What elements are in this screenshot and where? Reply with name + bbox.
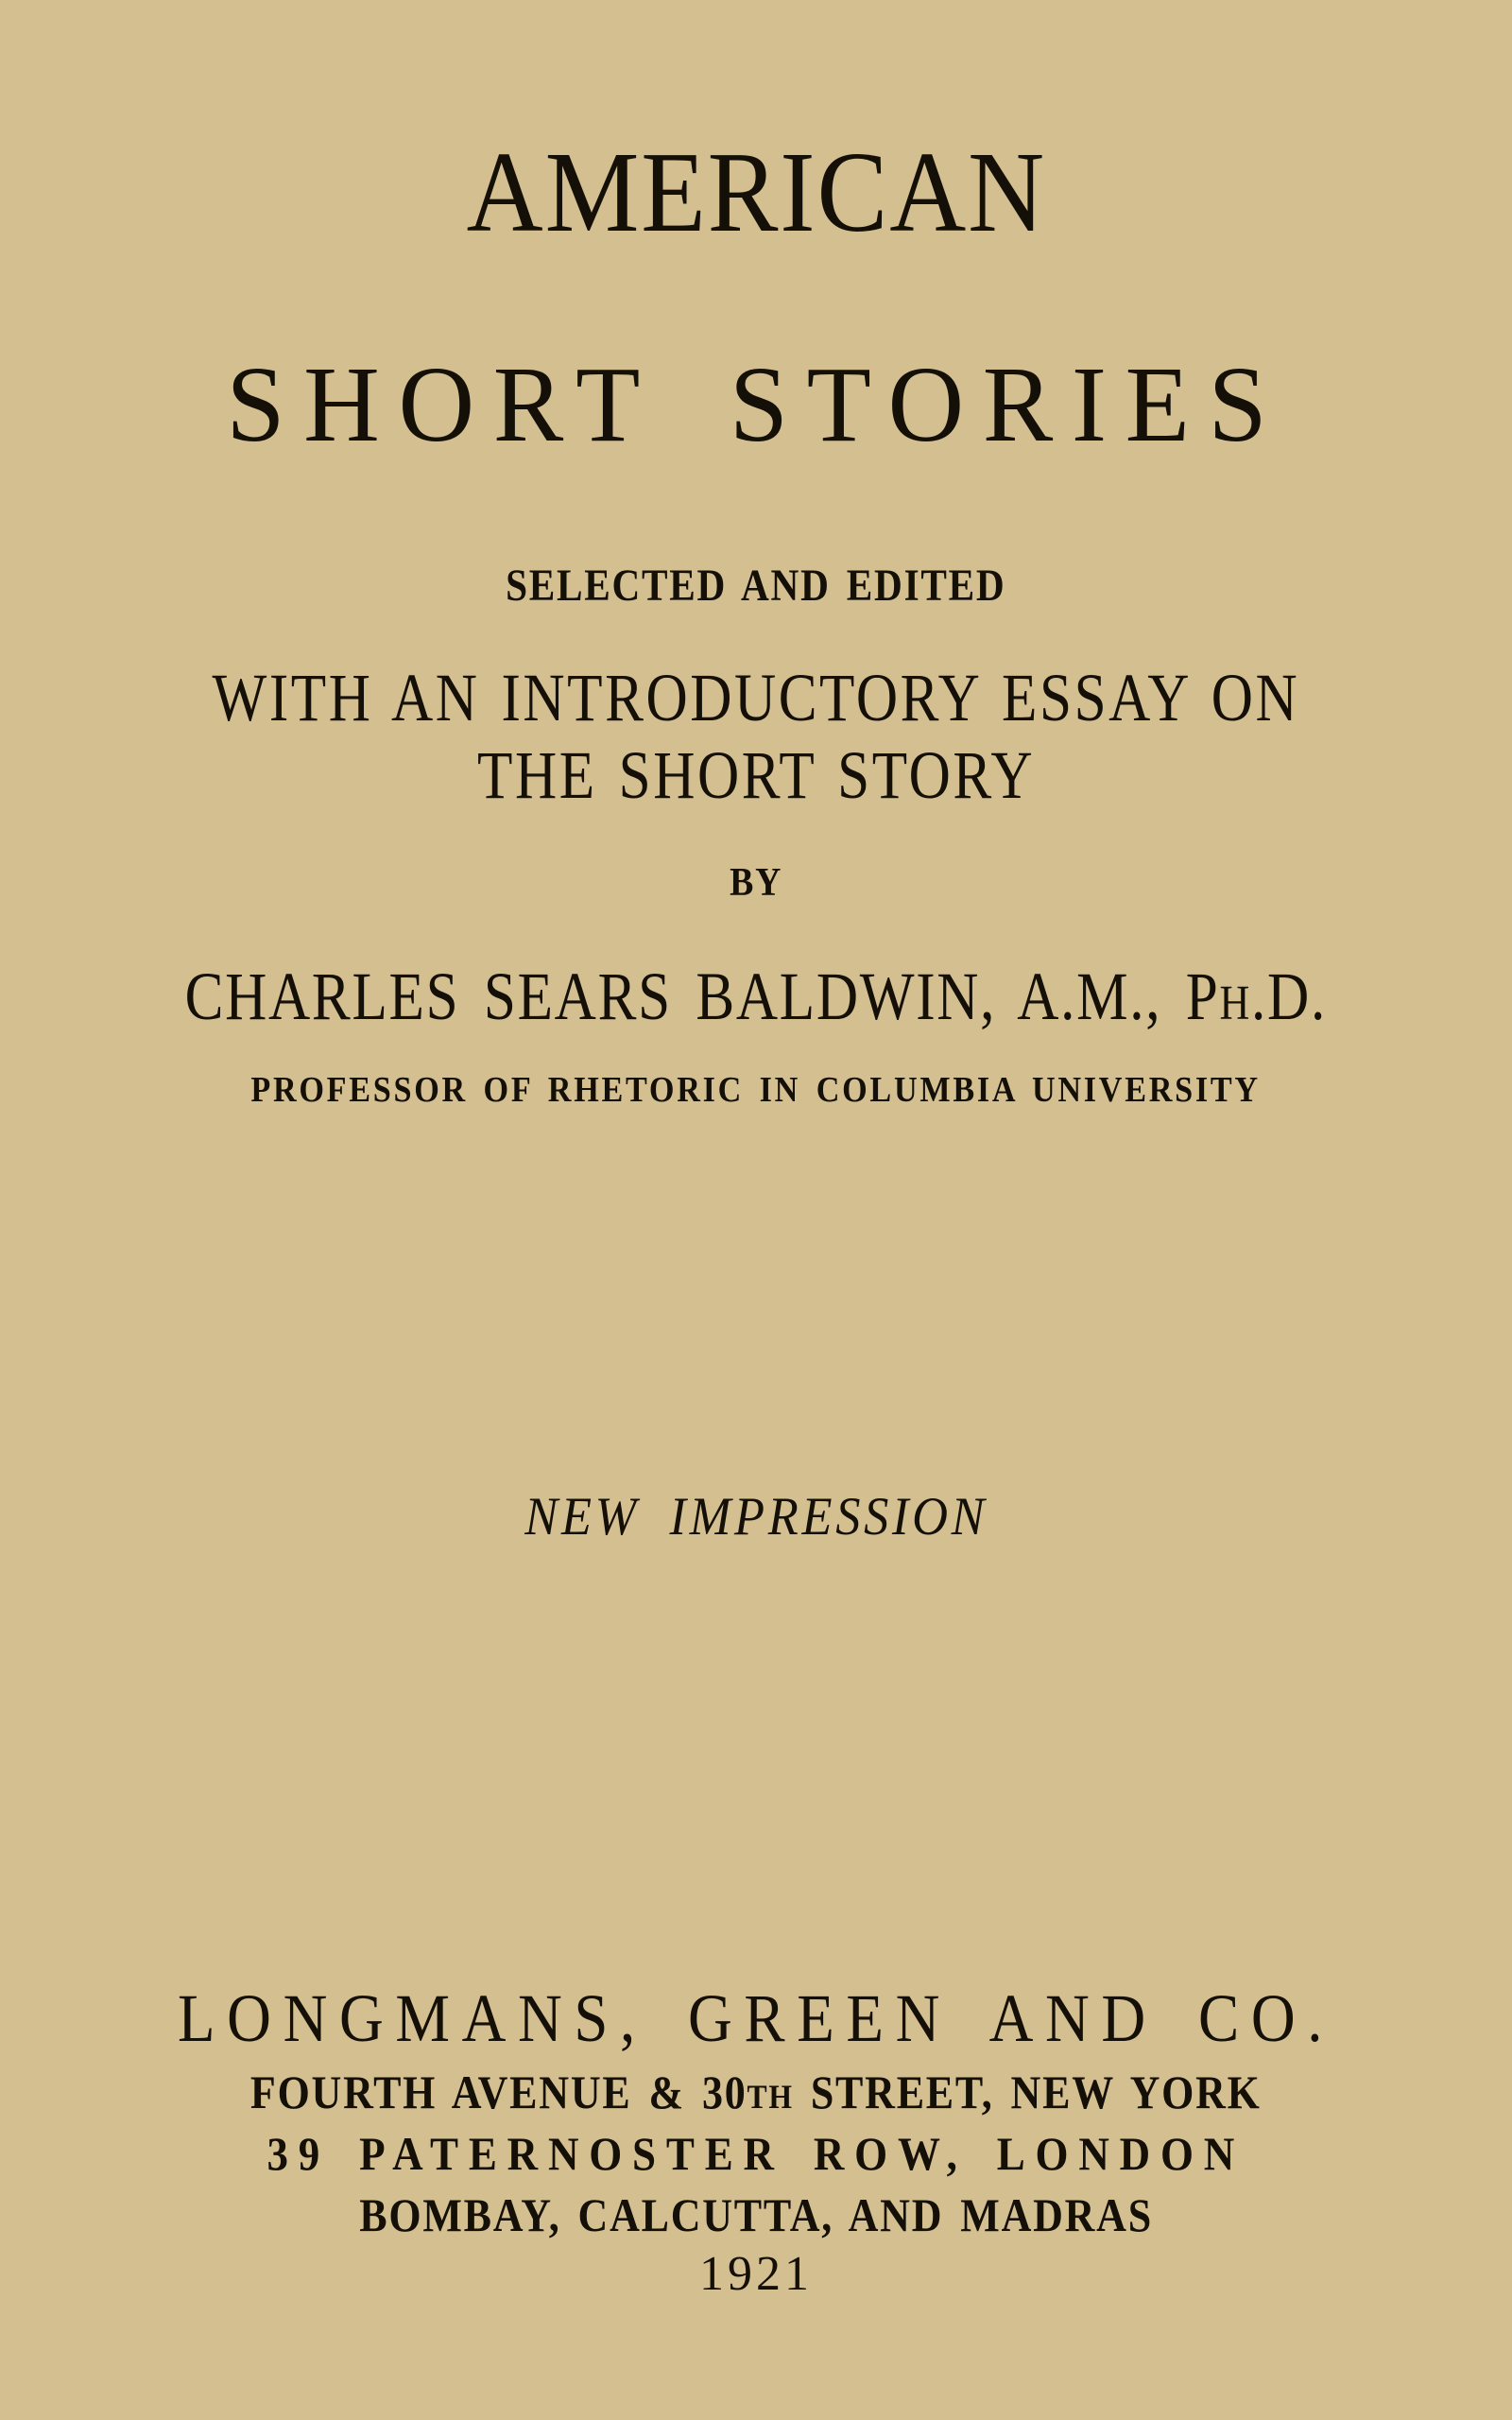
selected-and-edited: SELECTED AND EDITED — [506, 561, 1006, 611]
publisher-address-india: BOMBAY, CALCUTTA, AND MADRAS — [359, 2188, 1153, 2241]
ny-address-ordinal: TH — [747, 2078, 794, 2116]
ny-address-start: FOURTH AVENUE & 30 — [250, 2066, 747, 2118]
essay-line-1: WITH AN INTRODUCTORY ESSAY ON — [212, 660, 1300, 735]
publisher-name: LONGMANS, GREEN AND CO. — [177, 1980, 1335, 2056]
title-line-american: AMERICAN — [466, 129, 1046, 256]
by-label: BY — [729, 861, 783, 905]
ny-address-end: STREET, NEW YORK — [793, 2066, 1262, 2118]
publication-year: 1921 — [699, 2247, 813, 2301]
author-name — [0, 959, 1512, 1034]
author-degree-small-caps: H — [1219, 977, 1252, 1030]
author-name-text: CHARLES SEARS BALDWIN, A.M., P — [184, 959, 1220, 1034]
edition-note: NEW IMPRESSION — [524, 1487, 988, 1547]
author-affiliation: PROFESSOR OF RHETORIC IN COLUMBIA UNIVERSITY — [250, 1070, 1262, 1110]
publisher-address-london: 39 PATERNOSTER ROW, LONDON — [266, 2127, 1246, 2180]
publisher-address-new-york — [0, 2068, 1512, 2116]
essay-line-2: THE SHORT STORY — [476, 737, 1036, 813]
title-line-short-stories: SHORT STORIES — [226, 344, 1286, 464]
author-degree-end: .D. — [1251, 959, 1328, 1034]
